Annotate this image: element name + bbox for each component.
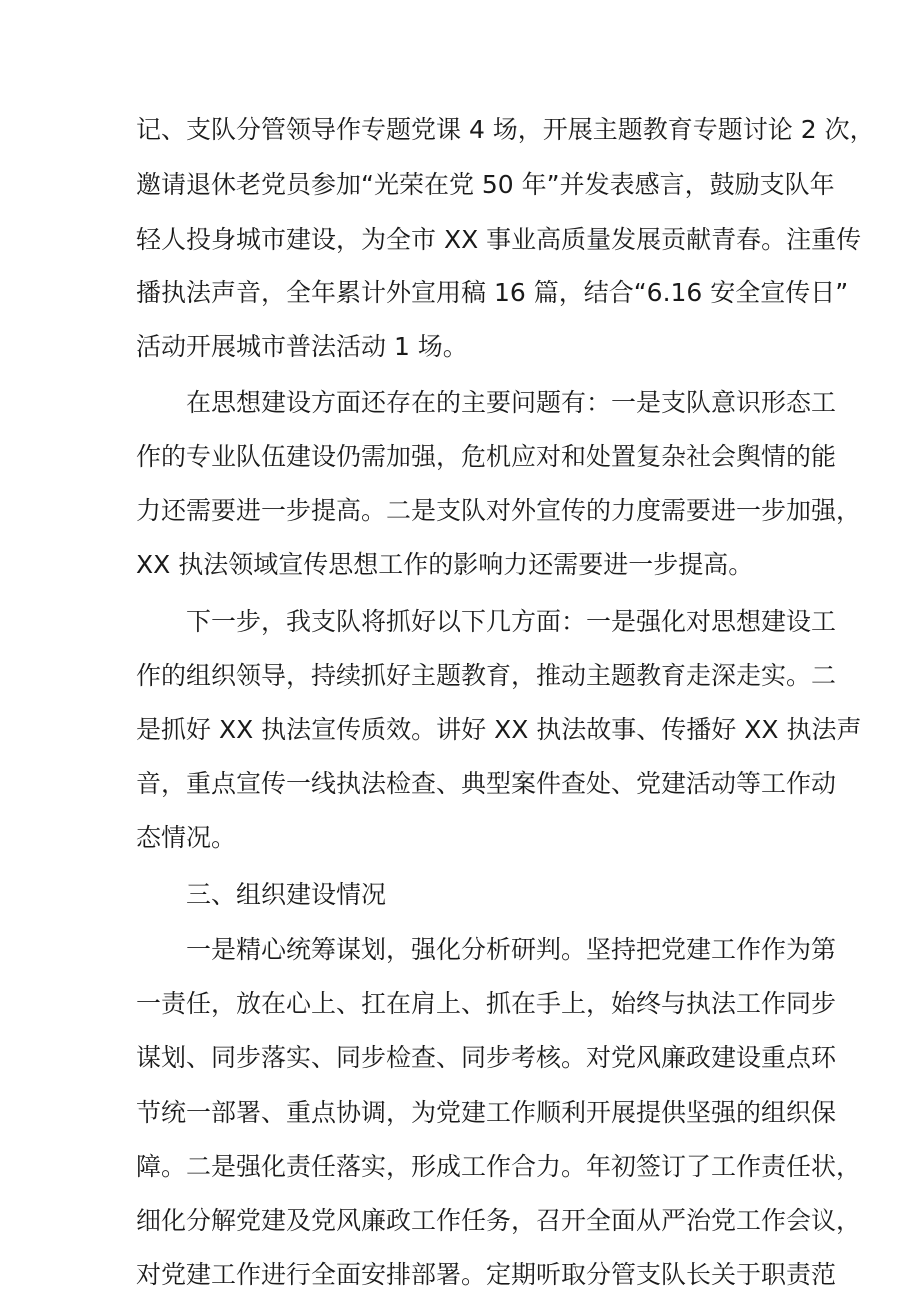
text-line: XX 执法领域宣传思想工作的影响力还需要进一步提高。: [136, 550, 754, 579]
text-line: 障。二是强化责任落实，形成工作合力。年初签订了工作责任状，: [136, 1152, 862, 1181]
text-line: 谋划、同步落实、同步检查、同步考核。对党风廉政建设重点环: [136, 1043, 837, 1072]
text-line: 细化分解党建及党风廉政工作任务，召开全面从严治党工作会议，: [136, 1206, 862, 1235]
text-line: 音，重点宣传一线执法检查、典型案件查处、党建活动等工作动: [136, 769, 837, 798]
section-heading: 三、组织建设情况: [186, 880, 387, 909]
text-line: 作的专业队伍建设仍需加强，危机应对和处置复杂社会舆情的能: [136, 442, 837, 471]
text-line: 一是精心统筹谋划，强化分析研判。坚持把党建工作作为第: [186, 935, 837, 964]
text-line: 力还需要进一步提高。二是支队对外宣传的力度需要进一步加强，: [136, 496, 862, 525]
text-line: 在思想建设方面还存在的主要问题有：一是支队意识形态工: [186, 388, 837, 417]
text-line: 态情况。: [136, 823, 237, 852]
text-line: 节统一部署、重点协调，为党建工作顺利开展提供坚强的组织保: [136, 1098, 837, 1127]
text-line: 对党建工作进行全面安排部署。定期听取分管支队长关于职责范: [136, 1260, 837, 1289]
text-line: 轻人投身城市建设，为全市 XX 事业高质量发展贡献青春。注重传: [136, 225, 862, 254]
text-line: 下一步，我支队将抓好以下几方面：一是强化对思想建设工: [186, 607, 837, 636]
text-line: 作的组织领导，持续抓好主题教育，推动主题教育走深走实。二: [136, 661, 837, 690]
text-line: 播执法声音，全年累计外宣用稿 16 篇，结合“6.16 安全宣传日”: [136, 278, 849, 307]
text-line: 记、支队分管领导作专题党课 4 场，开展主题教育专题讨论 2 次，: [136, 115, 875, 144]
text-line: 活动开展城市普法活动 1 场。: [136, 332, 468, 361]
text-line: 是抓好 XX 执法宣传质效。讲好 XX 执法故事、传播好 XX 执法声: [136, 715, 862, 744]
text-line: 邀请退休老党员参加“光荣在党 50 年”并发表感言，鼓励支队年: [136, 170, 835, 199]
text-line: 一责任，放在心上、扛在肩上、抓在手上，始终与执法工作同步: [136, 989, 837, 1018]
